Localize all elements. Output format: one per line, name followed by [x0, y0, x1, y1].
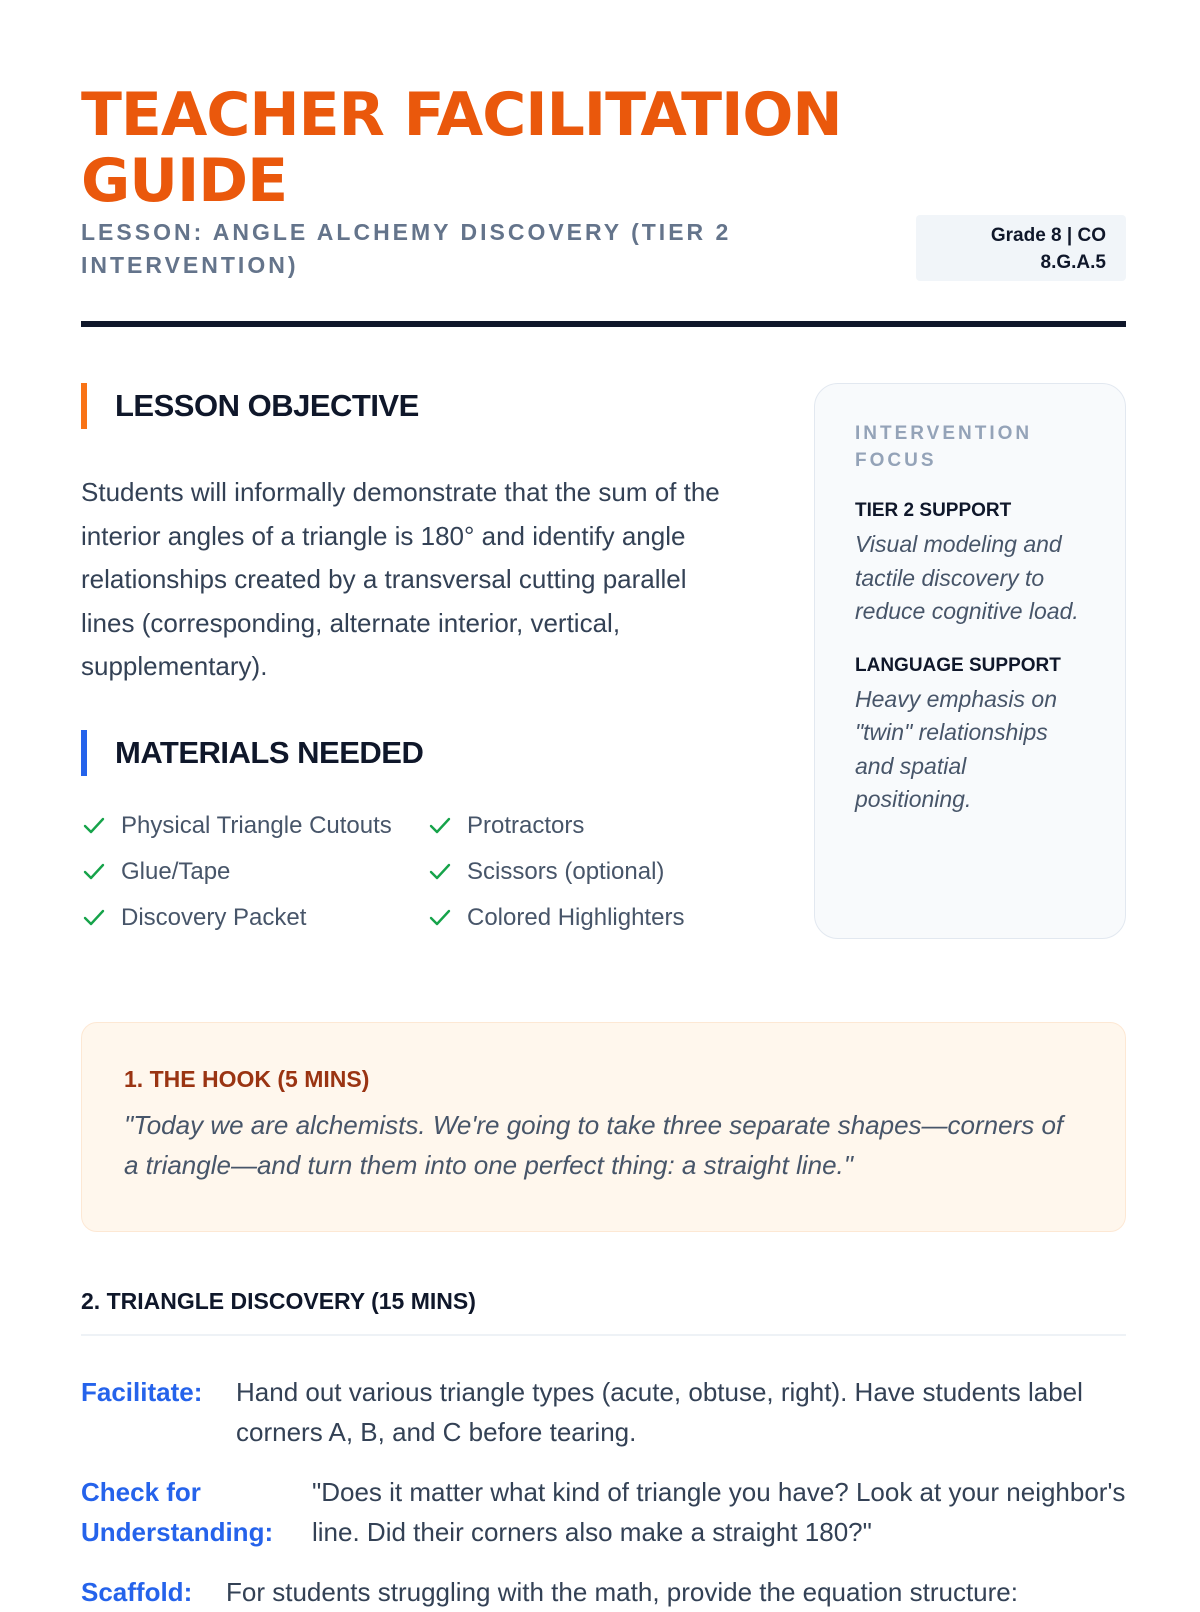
row-text: For students struggling with the math, provide the equation structure:: [226, 1577, 1018, 1607]
row-label: Facilitate:: [81, 1377, 203, 1407]
materials-heading: [81, 730, 423, 776]
material-item: Physical Triangle Cutouts: [81, 810, 392, 842]
row-label: Check for Understanding:: [81, 1477, 274, 1547]
objective-text: Students will informally demonstrate that the sum of the interior angles of a triangle is 180° and identify angle relationships created by a transversal cutting parallel lines (corresponding, alternate interior, vertical, supplementary).: [81, 477, 720, 681]
hook-title: 1. THE HOOK (5 MINS): [124, 1066, 370, 1092]
check-icon: [83, 908, 105, 928]
intervention-label: INTERVENTION FOCUS: [855, 423, 1033, 471]
header-divider: [81, 321, 1126, 327]
materials-heading-text: MATERIALS NEEDED: [115, 735, 424, 770]
materials-accent-bar: [81, 730, 87, 776]
intervention-focus-panel: [814, 383, 1126, 939]
discovery-row-facilitate: [81, 1372, 1126, 1452]
language-support-title: LANGUAGE SUPPORT: [855, 654, 1061, 676]
row-label: Scaffold:: [81, 1577, 193, 1607]
check-icon: [83, 862, 105, 882]
row-text: Hand out various triangle types (acute, obtuse, right). Have students label corners A, B, and C before tearing.: [236, 1377, 1083, 1447]
lesson-subtitle: LESSON: ANGLE ALCHEMY DISCOVERY (TIER 2 INTERVENTION): [81, 219, 732, 278]
check-icon: [429, 862, 451, 882]
tier2-support-title: TIER 2 SUPPORT: [855, 500, 1012, 521]
language-support-text: Heavy emphasis on "twin" relationships and spatial positioning.: [855, 685, 1057, 812]
grade-standard-badge: Grade 8 | CO 8.G.A.5: [916, 215, 1126, 281]
material-item: Glue/Tape: [81, 856, 230, 888]
discovery-row-check: [81, 1472, 1126, 1552]
row-text: "Does it matter what kind of triangle you have? Look at your neighbor's line. Did their corners also make a straight 180?": [312, 1477, 1126, 1547]
material-item: Protractors: [427, 810, 584, 842]
material-item: Colored Highlighters: [427, 902, 684, 934]
discovery-divider: [81, 1334, 1126, 1336]
objective-heading-text: LESSON OBJECTIVE: [115, 388, 419, 423]
objective-heading: [81, 383, 419, 429]
objective-accent-bar: [81, 383, 87, 429]
tier2-support-text: Visual modeling and tactile discovery to reduce cognitive load.: [855, 531, 1079, 624]
check-icon: [429, 908, 451, 928]
discovery-row-scaffold: [81, 1572, 1126, 1612]
check-icon: [429, 816, 451, 836]
material-item: Discovery Packet: [81, 902, 306, 934]
discovery-title: 2. TRIANGLE DISCOVERY (15 MINS): [81, 1288, 476, 1314]
check-icon: [83, 816, 105, 836]
page-title: TEACHER FACILITATION GUIDE: [81, 80, 842, 216]
material-item: Scissors (optional): [427, 856, 664, 888]
hook-quote: "Today we are alchemists. We're going to take three separate shapes—corners of a triangle—and turn them into one perfect thing: a straight line.": [124, 1110, 1064, 1180]
hook-callout: [81, 1022, 1126, 1232]
